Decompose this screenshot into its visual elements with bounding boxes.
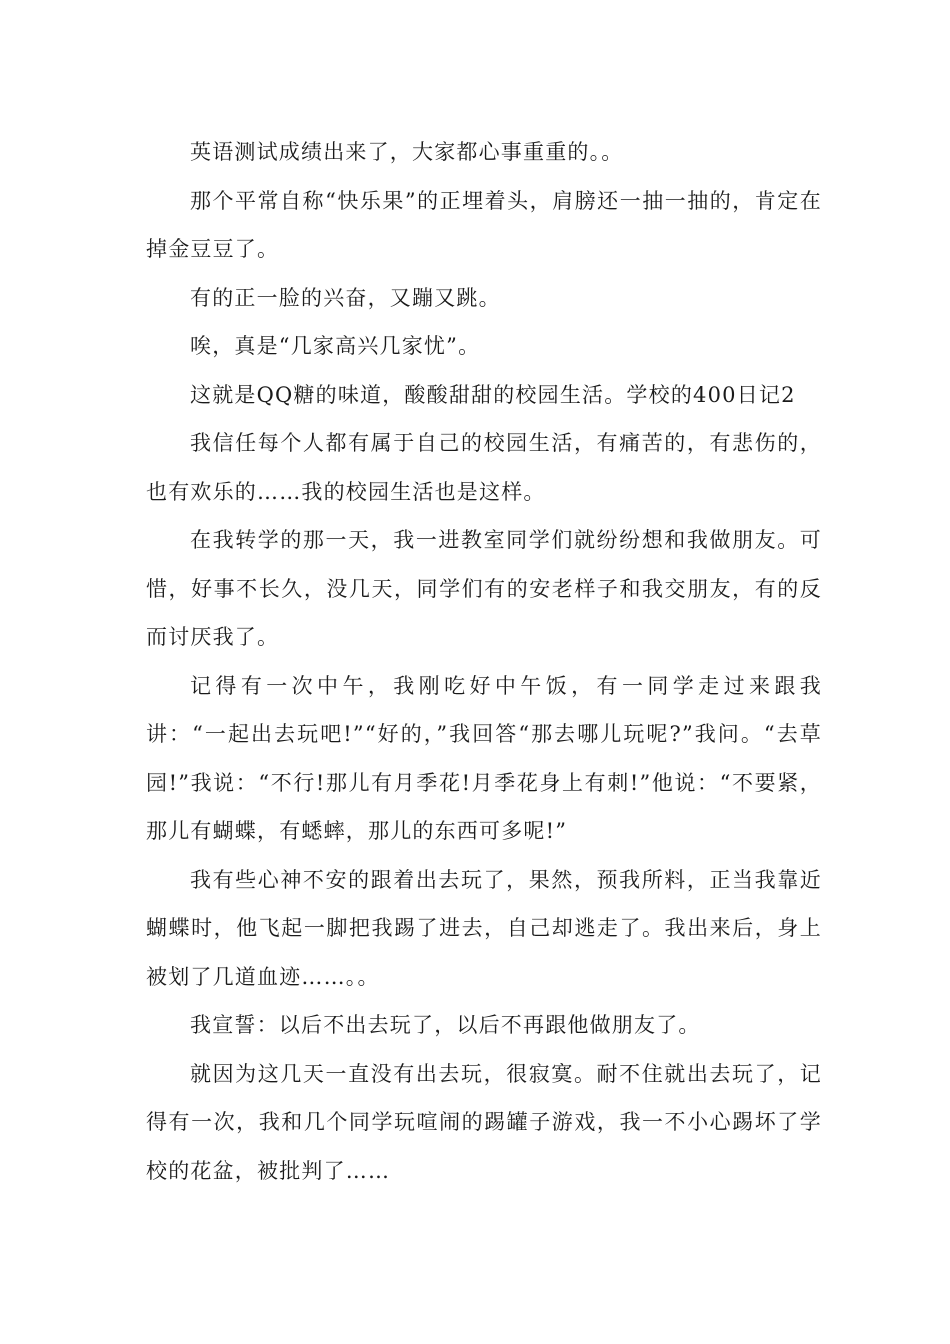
paragraph: 我宣誓：以后不出去玩了，以后不再跟他做朋友了。 [190, 1013, 701, 1037]
paragraph: 记得有一次中午，我刚吃好中午饭，有一同学走过来跟我讲：“一起出去玩吧!”“好的，”我回答“那去哪儿玩呢?”我问。“去草园!”我说：“不行!那儿有月季花!月季花身上有刺!”他说：“不要紧，那儿有蝴蝶，有蟋蟀，那儿的东西可多呢!” [146, 673, 822, 843]
paragraph: 这就是QQ糖的味道，酸酸甜甜的校园生活。学校的400日记2 [190, 382, 796, 407]
paragraph: 在我转学的那一天，我一进教室同学们就纷纷想和我做朋友。可惜，好事不长久，没几天，同学们有的安老样子和我交朋友，有的反而讨厌我了。 [146, 528, 822, 649]
paragraph: 就因为这几天一直没有出去玩，很寂寞。耐不住就出去玩了，记得有一次，我和几个同学玩喧闹的踢罐子游戏，我一不小心踢坏了学校的花盆，被批判了…… [146, 1061, 822, 1183]
paragraph: 我信任每个人都有属于自己的校园生活，有痛苦的，有悲伤的，也有欢乐的……我的校园生活也是这样。 [146, 431, 822, 504]
paragraph: 唉，真是“几家高兴几家忧”。 [190, 334, 481, 358]
document-body [146, 128, 822, 1195]
paragraph: 有的正一脸的兴奋，又蹦又跳。 [190, 285, 501, 310]
paragraph: 英语测试成绩出来了，大家都心事重重的。。 [190, 140, 624, 164]
paragraph: 那个平常自称“快乐果”的正埋着头，肩膀还一抽一抽的，肯定在掉金豆豆了。 [146, 188, 822, 261]
paragraph: 我有些心神不安的跟着出去玩了，果然，预我所料，正当我靠近蝴蝶时，他飞起一脚把我踢了进去，自己却逃走了。我出来后，身上被划了几道血迹……。。 [146, 867, 822, 989]
